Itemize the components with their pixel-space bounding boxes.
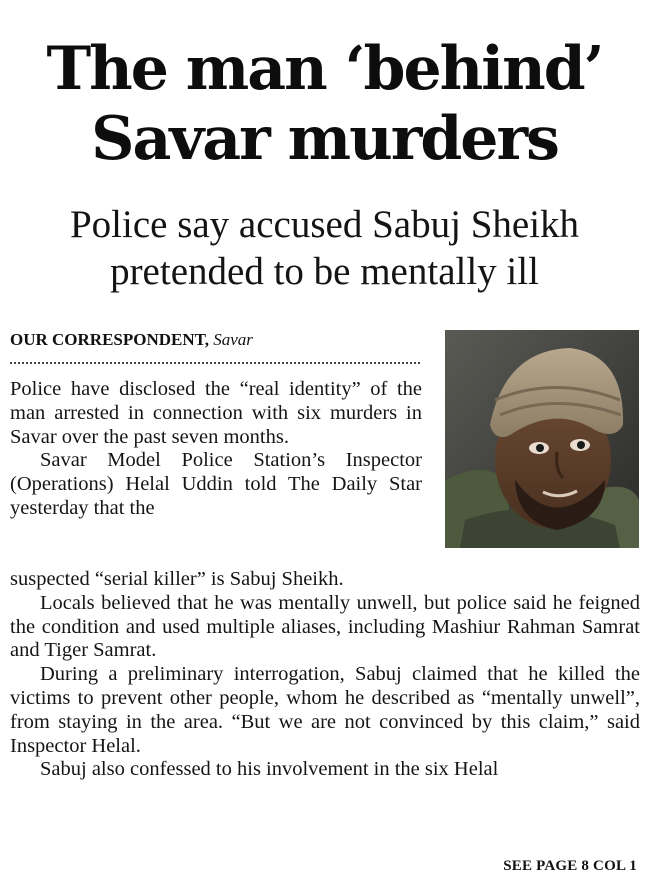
continued-on-page-label: SEE PAGE 8 COL 1 [503, 858, 637, 874]
paragraph-4: During a preliminary interrogation, Sabuj claimed that he killed the victims to prevent other people, whom he described as “mentally unwell”, from staying in the area. “But we are not convinced by this claim,” said Inspector Helal. [10, 663, 640, 757]
paragraph-5: Sabuj also confessed to his involvement in the six Helal [40, 758, 499, 781]
subheadline-line-1: Police say accused Sabuj Sheikh [69, 203, 580, 246]
byline-divider [10, 362, 420, 364]
headline [0, 34, 649, 174]
headline-line-1: The man ‘behind’ [46, 34, 603, 104]
byline-location: Savar [213, 330, 253, 349]
headline-line-2: Savar murders [91, 104, 558, 174]
paragraph-3: Locals believed that he was mentally unwell, but police said he feigned the condition and used multiple aliases, including Mashiur Rahman Samrat and Tiger Samrat. [10, 591, 640, 662]
byline-author: OUR CORRESPONDENT, [10, 330, 209, 349]
subheadline [0, 201, 649, 295]
portrait-photo [445, 330, 639, 548]
portrait-illustration [445, 330, 639, 548]
paragraph-2: Savar Model Police Station’s Inspector (Operations) Helal Uddin told The Daily Star yesterday that the [10, 449, 422, 519]
paragraph-2-continued: suspected “serial killer” is Sabuj Sheikh. [10, 568, 344, 590]
subheadline-line-2: pretended to be mentally ill [110, 250, 539, 293]
article-body-top [10, 378, 422, 521]
article-body-bottom [10, 568, 640, 782]
paragraph-1: Police have disclosed the “real identity” of the man arrested in connection with six murders in Savar over the past seven months. [10, 378, 422, 448]
byline [10, 330, 253, 350]
